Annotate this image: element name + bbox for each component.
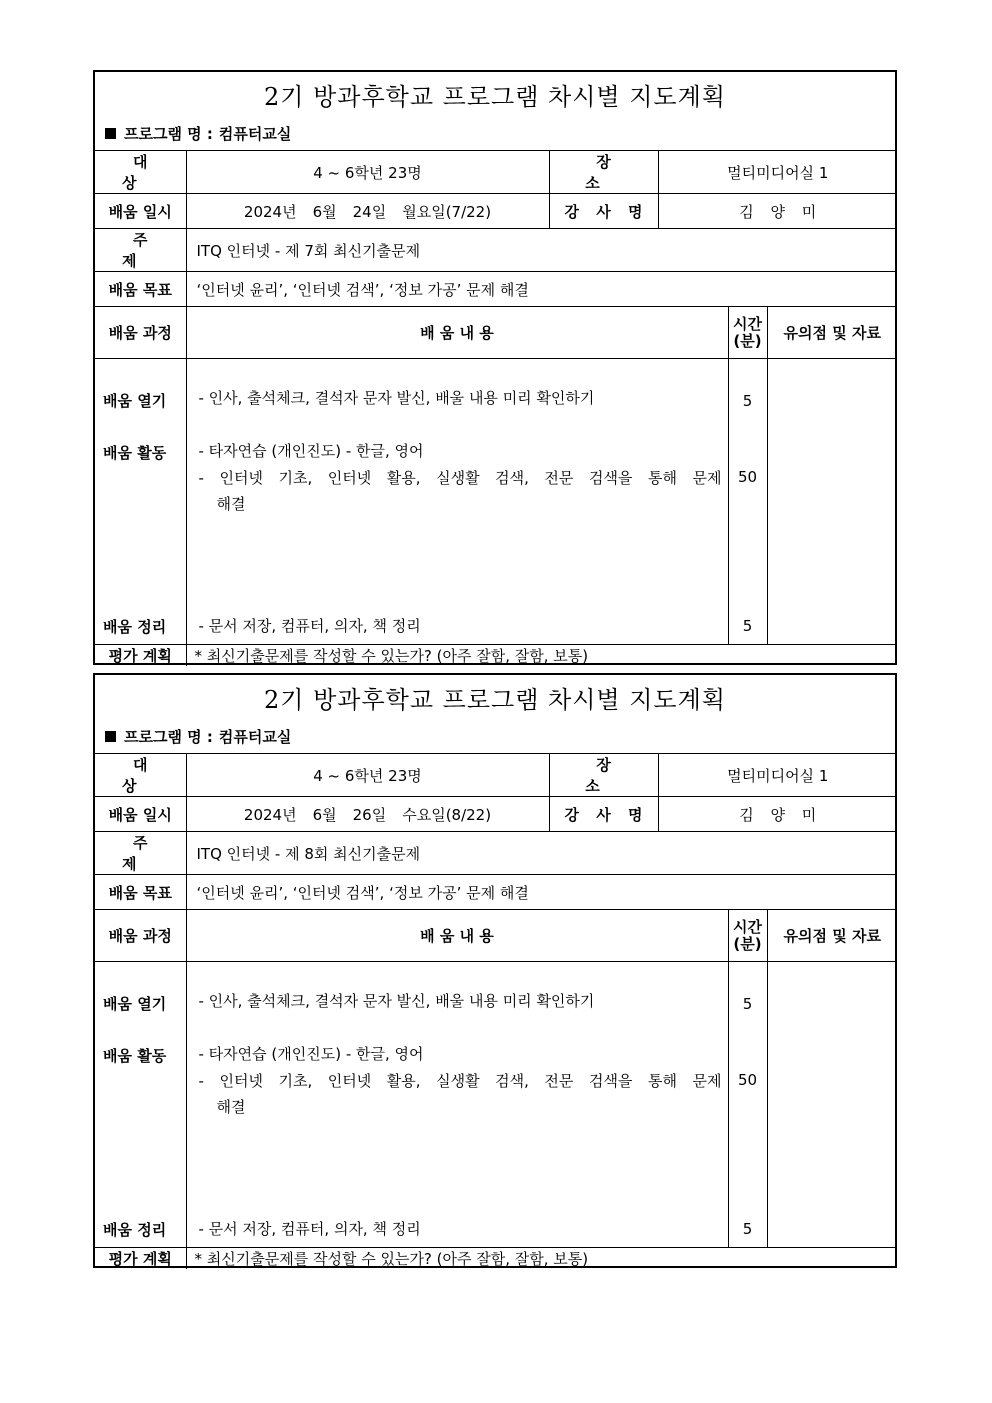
goal-value: ‘인터넷 윤리’, ‘인터넷 검색’, ‘정보 가공’ 문제 해결 — [186, 272, 897, 307]
teacher-label: 강 사 명 — [549, 194, 658, 229]
content-close: - 문서 저장, 컴퓨터, 의자, 책 정리 — [198, 617, 421, 635]
program-label: 프로그램 명 : — [124, 125, 213, 143]
teacher-value: 김 양 미 — [658, 797, 897, 832]
content-header: 배 움 내 용 — [186, 910, 728, 962]
topic-value: ITQ 인터넷 - 제 8회 최신기출문제 — [186, 832, 897, 875]
goal-label: 배움 목표 — [95, 875, 186, 910]
content-cell — [186, 962, 728, 1248]
content-open: - 인사, 출석체크, 결석자 문자 발신, 배울 내용 미리 확인하기 — [198, 389, 595, 407]
plan-title: 2기 방과후학교 프로그램 차시별 지도계획 — [264, 686, 726, 714]
teacher-value: 김 양 미 — [658, 194, 897, 229]
goal-label: 배움 목표 — [95, 272, 186, 307]
target-label: 대 상 — [95, 754, 186, 797]
place-label: 장 소 — [549, 151, 658, 194]
stage-close: 배움 정리 — [103, 1221, 167, 1239]
content-activity-1: - 타자연습 (개인진도) - 한글, 영어 — [198, 1045, 424, 1063]
date-month: 6월 — [312, 202, 337, 221]
topic-label: 주 제 — [95, 832, 186, 875]
date-weekday: 월요일(7/22) — [402, 202, 492, 221]
eval-value: * 최신기출문제를 작성할 수 있는가? (아주 잘함, 잘함, 보통) — [186, 645, 897, 667]
plan-title: 2기 방과후학교 프로그램 차시별 지도계획 — [264, 83, 726, 111]
square-bullet-icon — [105, 128, 116, 139]
date-year: 2024년 — [243, 805, 297, 824]
notes-header: 유의점 및 자료 — [767, 307, 897, 359]
content-cell — [186, 359, 728, 645]
time-cell — [728, 359, 767, 645]
time-header: 시간 (분) — [728, 910, 767, 962]
stage-close: 배움 정리 — [103, 618, 167, 636]
lesson-plan-2 — [93, 673, 897, 1268]
time-cell — [728, 962, 767, 1248]
target-value: 4 ~ 6학년 23명 — [186, 754, 549, 797]
program-name-row — [95, 117, 895, 150]
square-bullet-icon — [105, 731, 116, 742]
time-open: 5 — [742, 995, 753, 1013]
datetime-value — [186, 194, 549, 229]
stage-activity: 배움 활동 — [103, 444, 167, 462]
content-activity-1: - 타자연습 (개인진도) - 한글, 영어 — [198, 442, 424, 460]
stage-activity: 배움 활동 — [103, 1047, 167, 1065]
datetime-value — [186, 797, 549, 832]
target-label: 대 상 — [95, 151, 186, 194]
datetime-label: 배움 일시 — [95, 194, 186, 229]
place-label: 장 소 — [549, 754, 658, 797]
date-day: 26일 — [352, 805, 387, 824]
plan-table — [95, 753, 897, 1269]
time-header: 시간 (분) — [728, 307, 767, 359]
process-stages — [95, 962, 186, 1248]
notes-header: 유의점 및 자료 — [767, 910, 897, 962]
plan-table — [95, 150, 897, 666]
content-activity-2: - 인터넷 기초, 인터넷 활용, 실생활 검색, 전문 검색을 통해 문제 — [198, 1072, 722, 1090]
place-value: 멀티미디어실 1 — [658, 754, 897, 797]
notes-cell — [767, 962, 897, 1248]
process-stages — [95, 359, 186, 645]
process-header: 배움 과정 — [95, 910, 186, 962]
date-day: 24일 — [352, 202, 387, 221]
goal-value: ‘인터넷 윤리’, ‘인터넷 검색’, ‘정보 가공’ 문제 해결 — [186, 875, 897, 910]
time-activity: 50 — [737, 1071, 758, 1089]
eval-label: 평가 계획 — [95, 645, 186, 667]
content-activity-2: - 인터넷 기초, 인터넷 활용, 실생활 검색, 전문 검색을 통해 문제 — [198, 469, 722, 487]
content-close: - 문서 저장, 컴퓨터, 의자, 책 정리 — [198, 1220, 421, 1238]
topic-label: 주 제 — [95, 229, 186, 272]
target-value: 4 ~ 6학년 23명 — [186, 151, 549, 194]
eval-value: * 최신기출문제를 작성할 수 있는가? (아주 잘함, 잘함, 보통) — [186, 1248, 897, 1270]
program-name: 컴퓨터교실 — [218, 728, 292, 746]
program-label: 프로그램 명 : — [124, 728, 213, 746]
time-close: 5 — [742, 1220, 753, 1238]
time-open: 5 — [742, 392, 753, 410]
notes-cell — [767, 359, 897, 645]
content-header: 배 움 내 용 — [186, 307, 728, 359]
content-activity-2b: 해결 — [216, 495, 246, 513]
program-name-row — [95, 720, 895, 753]
process-header: 배움 과정 — [95, 307, 186, 359]
time-activity: 50 — [737, 468, 758, 486]
datetime-label: 배움 일시 — [95, 797, 186, 832]
content-activity-2b: 해결 — [216, 1098, 246, 1116]
content-open: - 인사, 출석체크, 결석자 문자 발신, 배울 내용 미리 확인하기 — [198, 992, 595, 1010]
lesson-plan-1 — [93, 70, 897, 665]
stage-open: 배움 열기 — [103, 392, 167, 410]
date-month: 6월 — [312, 805, 337, 824]
teacher-label: 강 사 명 — [549, 797, 658, 832]
date-weekday: 수요일(8/22) — [402, 805, 492, 824]
place-value: 멀티미디어실 1 — [658, 151, 897, 194]
stage-open: 배움 열기 — [103, 995, 167, 1013]
eval-label: 평가 계획 — [95, 1248, 186, 1270]
time-close: 5 — [742, 617, 753, 635]
program-name: 컴퓨터교실 — [218, 125, 292, 143]
topic-value: ITQ 인터넷 - 제 7회 최신기출문제 — [186, 229, 897, 272]
date-year: 2024년 — [243, 202, 297, 221]
